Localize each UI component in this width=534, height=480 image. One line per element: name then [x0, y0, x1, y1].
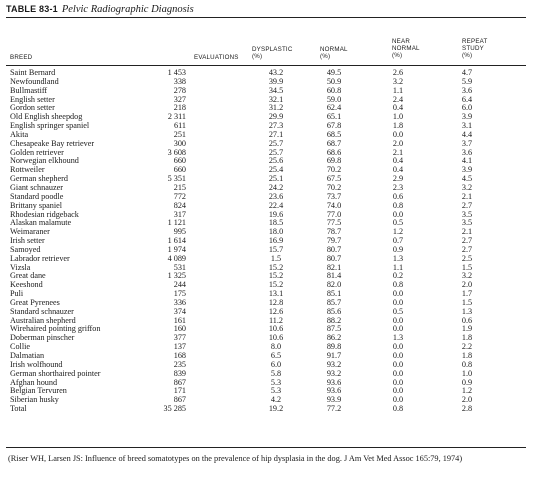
normal-cell: 74.0 [326, 200, 342, 210]
dysplastic-cell: 25.6 [268, 156, 284, 166]
dysplastic-cell: 15.2 [268, 280, 284, 290]
header-rule [6, 65, 526, 66]
dysplastic-cell: 15.7 [268, 244, 284, 254]
normal-cell: 93.2 [326, 359, 342, 369]
breed-cell: Gordon setter [10, 103, 55, 113]
near-normal-cell: 0.0 [392, 395, 404, 405]
header-repeat-study [462, 38, 488, 60]
repeat-study-cell: 2.0 [461, 395, 473, 405]
normal-cell: 85.6 [326, 306, 342, 316]
breed-cell: Australian shepherd [10, 315, 76, 325]
repeat-study-cell: 1.3 [461, 306, 473, 316]
evaluations-cell: 300 [173, 138, 186, 148]
repeat-study-cell: 0.6 [461, 315, 473, 325]
dysplastic-cell: 22.4 [268, 200, 284, 210]
dysplastic-cell: 4.2 [270, 395, 282, 405]
evaluations-cell: 251 [173, 129, 186, 139]
near-normal-cell: 2.0 [392, 138, 404, 148]
repeat-study-cell: 5.9 [461, 76, 473, 86]
table-row [0, 184, 534, 193]
repeat-study-cell: 2.2 [461, 342, 473, 352]
dysplastic-cell: 6.5 [270, 351, 282, 360]
repeat-study-cell: 1.0 [461, 368, 473, 378]
breed-cell: Old English sheepdog [10, 112, 83, 122]
normal-cell: 78.7 [326, 227, 342, 237]
near-normal-cell: 0.0 [392, 359, 404, 369]
table-row [0, 78, 534, 87]
repeat-study-cell: 2.5 [461, 253, 473, 263]
dysplastic-cell: 24.2 [268, 182, 284, 192]
table-row [0, 387, 534, 396]
near-normal-cell: 0.8 [392, 200, 404, 210]
table-row [0, 396, 534, 405]
near-normal-cell: 0.2 [392, 271, 404, 281]
near-normal-cell: 1.1 [392, 85, 404, 95]
breed-cell: Wirehaired pointing griffon [10, 324, 101, 334]
repeat-study-cell: 3.6 [461, 147, 473, 157]
dysplastic-cell: 19.6 [268, 209, 284, 219]
breed-cell: Chesapeake Bay retriever [10, 138, 95, 148]
near-normal-cell: 0.0 [392, 351, 404, 360]
repeat-study-cell: 4.4 [461, 129, 473, 139]
breed-cell: Irish setter [10, 236, 45, 246]
near-normal-cell: 0.7 [392, 236, 404, 246]
repeat-study-cell: 3.9 [461, 112, 473, 122]
near-normal-cell: 0.0 [392, 315, 404, 325]
evaluations-cell: 1 453 [167, 68, 186, 77]
breed-cell: Standard schnauzer [10, 306, 74, 316]
table-number: TABLE 83-1 [6, 4, 58, 14]
breed-cell: Bullmastiff [10, 85, 48, 95]
near-normal-cell: 0.0 [392, 386, 404, 396]
table-row [0, 272, 534, 281]
normal-cell: 59.0 [326, 94, 342, 104]
breed-cell: Doberman pinscher [10, 333, 75, 343]
breed-cell: Golden retriever [10, 147, 64, 157]
evaluations-cell: 772 [173, 191, 186, 201]
normal-cell: 81.4 [326, 271, 342, 281]
table-row [0, 352, 534, 361]
normal-cell: 68.7 [326, 138, 342, 148]
near-normal-cell: 0.4 [392, 165, 404, 175]
header-dysplastic [252, 46, 293, 60]
near-normal-cell: 1.1 [392, 262, 404, 272]
dysplastic-cell: 31.2 [268, 103, 284, 113]
repeat-study-cell: 1.9 [461, 324, 473, 334]
evaluations-cell: 1 121 [167, 218, 186, 228]
header-repeat-study-line2: STUDY [462, 45, 484, 53]
near-normal-cell: 0.0 [392, 342, 404, 352]
repeat-study-cell: 2.8 [461, 404, 473, 414]
breed-cell: Newfoundland [10, 76, 59, 86]
dysplastic-cell: 1.5 [270, 253, 282, 263]
evaluations-cell: 531 [173, 262, 186, 272]
normal-cell: 93.9 [326, 395, 342, 405]
evaluations-cell: 1 614 [167, 236, 186, 246]
breed-cell: English springer spaniel [10, 121, 90, 131]
table-row [0, 299, 534, 308]
near-normal-cell: 2.3 [392, 182, 404, 192]
near-normal-cell: 0.9 [392, 244, 404, 254]
repeat-study-cell: 4.7 [461, 68, 473, 77]
header-repeat-study-line3: (%) [462, 52, 473, 60]
dysplastic-cell: 6.0 [270, 359, 282, 369]
breed-cell: Great Pyrenees [10, 297, 60, 307]
evaluations-cell: 995 [173, 227, 186, 237]
dysplastic-cell: 19.2 [268, 404, 284, 414]
normal-cell: 60.8 [326, 85, 342, 95]
evaluations-cell: 660 [173, 156, 186, 166]
repeat-study-cell: 3.5 [461, 209, 473, 219]
dysplastic-cell: 39.9 [268, 76, 284, 86]
dysplastic-cell: 29.9 [268, 112, 284, 122]
table-title [6, 4, 194, 15]
repeat-study-cell: 2.7 [461, 236, 473, 246]
repeat-study-cell: 3.7 [461, 138, 473, 148]
near-normal-cell: 1.3 [392, 333, 404, 343]
table-row [0, 122, 534, 131]
evaluations-cell: 175 [173, 289, 186, 299]
evaluations-cell: 5 351 [167, 174, 186, 184]
dysplastic-cell: 25.7 [268, 147, 284, 157]
table-row [0, 281, 534, 290]
evaluations-cell: 839 [173, 368, 186, 378]
dysplastic-cell: 12.6 [268, 306, 284, 316]
header-normal-line2: (%) [320, 53, 331, 61]
breed-cell: Dalmatian [10, 351, 45, 360]
near-normal-cell: 1.2 [392, 227, 404, 237]
breed-cell: Total [10, 404, 27, 414]
repeat-study-cell: 3.1 [461, 121, 473, 131]
table-row [0, 87, 534, 96]
table-row [0, 405, 534, 414]
normal-cell: 77.0 [326, 209, 342, 219]
near-normal-cell: 0.6 [392, 191, 404, 201]
breed-cell: Brittany spaniel [10, 200, 63, 210]
table-row [0, 219, 534, 228]
near-normal-cell: 2.9 [392, 174, 404, 184]
normal-cell: 91.7 [326, 351, 342, 360]
header-near-normal-line2: NORMAL [392, 45, 420, 53]
table-row [0, 255, 534, 264]
table-row [0, 308, 534, 317]
evaluations-cell: 611 [174, 121, 186, 131]
table-row [0, 211, 534, 220]
evaluations-cell: 1 325 [167, 271, 186, 281]
evaluations-cell: 377 [173, 333, 186, 343]
repeat-study-cell: 2.0 [461, 280, 473, 290]
normal-cell: 70.2 [326, 182, 342, 192]
evaluations-cell: 235 [173, 359, 186, 369]
repeat-study-cell: 4.1 [461, 156, 473, 166]
table-row [0, 140, 534, 149]
dysplastic-cell: 11.2 [268, 315, 284, 325]
table-row [0, 202, 534, 211]
normal-cell: 73.7 [326, 191, 342, 201]
near-normal-cell: 0.8 [392, 280, 404, 290]
table-row [0, 228, 534, 237]
breed-cell: Rottweiler [10, 165, 45, 175]
table-row [0, 379, 534, 388]
normal-cell: 82.0 [326, 280, 342, 290]
breed-cell: Irish wolfhound [10, 359, 63, 369]
evaluations-cell: 4 089 [167, 253, 186, 263]
normal-cell: 68.6 [326, 147, 342, 157]
near-normal-cell: 0.5 [392, 306, 404, 316]
breed-cell: Keeshond [10, 280, 43, 290]
normal-cell: 88.2 [326, 315, 342, 325]
evaluations-cell: 327 [173, 94, 186, 104]
breed-cell: Alaskan malamute [10, 218, 72, 228]
breed-cell: English setter [10, 94, 55, 104]
normal-cell: 49.5 [326, 68, 342, 77]
table-row [0, 370, 534, 379]
table-row [0, 334, 534, 343]
breed-cell: Saint Bernard [10, 68, 56, 77]
dysplastic-cell: 18.0 [268, 227, 284, 237]
dysplastic-cell: 23.6 [268, 191, 284, 201]
normal-cell: 77.2 [326, 404, 342, 414]
near-normal-cell: 0.0 [392, 297, 404, 307]
normal-cell: 85.7 [326, 297, 342, 307]
dysplastic-cell: 27.1 [268, 129, 284, 139]
dysplastic-cell: 15.2 [268, 262, 284, 272]
near-normal-cell: 0.0 [392, 289, 404, 299]
evaluations-cell: 2 311 [167, 112, 186, 122]
breed-cell: Rhodesian ridgeback [10, 209, 79, 219]
near-normal-cell: 3.2 [392, 76, 404, 86]
dysplastic-cell: 13.1 [268, 289, 284, 299]
header-near-normal-line1: NEAR [392, 38, 410, 45]
normal-cell: 86.2 [326, 333, 342, 343]
near-normal-cell: 0.0 [392, 324, 404, 334]
table-row [0, 264, 534, 273]
breed-cell: Afghan hound [10, 377, 58, 387]
normal-cell: 69.8 [326, 156, 342, 166]
normal-cell: 68.5 [326, 129, 342, 139]
normal-cell: 85.1 [326, 289, 342, 299]
normal-cell: 93.6 [326, 377, 342, 387]
table-row [0, 290, 534, 299]
table-row [0, 343, 534, 352]
repeat-study-cell: 6.4 [461, 94, 473, 104]
repeat-study-cell: 2.7 [461, 200, 473, 210]
dysplastic-cell: 5.8 [270, 368, 282, 378]
table-row [0, 193, 534, 202]
repeat-study-cell: 1.8 [461, 351, 473, 360]
evaluations-cell: 35 285 [163, 404, 186, 414]
evaluations-cell: 317 [173, 209, 186, 219]
evaluations-cell: 168 [173, 351, 186, 360]
normal-cell: 87.5 [326, 324, 342, 334]
repeat-study-cell: 3.9 [461, 165, 473, 175]
evaluations-cell: 161 [173, 315, 186, 325]
breed-cell: Giant schnauzer [10, 182, 63, 192]
normal-cell: 82.1 [326, 262, 342, 272]
evaluations-cell: 867 [173, 395, 186, 405]
header-evaluations: EVALUATIONS [194, 54, 239, 61]
dysplastic-cell: 10.6 [268, 333, 284, 343]
normal-cell: 80.7 [326, 244, 342, 254]
repeat-study-cell: 6.0 [461, 103, 473, 113]
normal-cell: 65.1 [326, 112, 342, 122]
header-normal-line1: NORMAL [320, 46, 348, 53]
evaluations-cell: 660 [173, 165, 186, 175]
table-row [0, 237, 534, 246]
repeat-study-cell: 3.2 [461, 271, 473, 281]
repeat-study-cell: 2.1 [461, 191, 473, 201]
near-normal-cell: 2.1 [392, 147, 404, 157]
normal-cell: 67.8 [326, 121, 342, 131]
near-normal-cell: 2.4 [392, 94, 404, 104]
near-normal-cell: 0.0 [392, 129, 404, 139]
evaluations-cell: 824 [173, 200, 186, 210]
table-row [0, 96, 534, 105]
header-breed: BREED [10, 54, 33, 61]
header-near-normal-line3: (%) [392, 52, 403, 60]
dysplastic-cell: 25.4 [268, 165, 284, 175]
normal-cell: 70.2 [326, 165, 342, 175]
evaluations-cell: 374 [173, 306, 186, 316]
near-normal-cell: 0.8 [392, 404, 404, 414]
dysplastic-cell: 25.1 [268, 174, 284, 184]
repeat-study-cell: 2.7 [461, 244, 473, 254]
breed-cell: Vizsla [10, 262, 31, 272]
evaluations-cell: 218 [173, 103, 186, 113]
normal-cell: 67.5 [326, 174, 342, 184]
dysplastic-cell: 16.9 [268, 236, 284, 246]
dysplastic-cell: 27.3 [268, 121, 284, 131]
repeat-study-cell: 3.5 [461, 218, 473, 228]
evaluations-cell: 278 [173, 85, 186, 95]
normal-cell: 80.7 [326, 253, 342, 263]
table-caption: Pelvic Radiographic Diagnosis [61, 4, 194, 15]
table-row [0, 175, 534, 184]
near-normal-cell: 1.3 [392, 253, 404, 263]
breed-cell: Siberian husky [10, 395, 59, 405]
header-dysplastic-line2: (%) [252, 53, 263, 61]
breed-cell: Norwegian elkhound [10, 156, 79, 166]
breed-cell: Collie [10, 342, 31, 352]
normal-cell: 50.9 [326, 76, 342, 86]
header-dysplastic-line1: DYSPLASTIC [252, 46, 293, 53]
repeat-study-cell: 1.5 [461, 262, 473, 272]
evaluations-cell: 338 [173, 76, 186, 86]
normal-cell: 79.7 [326, 236, 342, 246]
normal-cell: 93.2 [326, 368, 342, 378]
repeat-study-cell: 1.8 [461, 333, 473, 343]
breed-cell: Puli [10, 289, 24, 299]
evaluations-cell: 3 608 [167, 147, 186, 157]
breed-cell: German shorthaired pointer [10, 368, 101, 378]
normal-cell: 62.4 [326, 103, 342, 113]
repeat-study-cell: 3.6 [461, 85, 473, 95]
repeat-study-cell: 1.7 [461, 289, 473, 299]
breed-cell: Akita [10, 129, 29, 139]
normal-cell: 89.8 [326, 342, 342, 352]
near-normal-cell: 0.4 [392, 156, 404, 166]
near-normal-cell: 0.0 [392, 368, 404, 378]
breed-cell: German shepherd [10, 174, 68, 184]
breed-cell: Great dane [10, 271, 46, 281]
near-normal-cell: 0.0 [392, 209, 404, 219]
near-normal-cell: 0.0 [392, 377, 404, 387]
evaluations-cell: 137 [173, 342, 186, 352]
evaluations-cell: 1 974 [167, 244, 186, 254]
breed-cell: Samoyed [10, 244, 41, 254]
top-rule [6, 17, 526, 18]
dysplastic-cell: 5.3 [270, 386, 282, 396]
normal-cell: 77.5 [326, 218, 342, 228]
breed-cell: Labrador retriever [10, 253, 70, 263]
table-row [0, 69, 534, 78]
table-row [0, 149, 534, 158]
evaluations-cell: 160 [173, 324, 186, 334]
table-row [0, 166, 534, 175]
table-body [0, 69, 534, 414]
table-row [0, 157, 534, 166]
repeat-study-cell: 2.1 [461, 227, 473, 237]
dysplastic-cell: 25.7 [268, 138, 284, 148]
repeat-study-cell: 3.2 [461, 182, 473, 192]
dysplastic-cell: 18.5 [268, 218, 284, 228]
evaluations-cell: 215 [173, 182, 186, 192]
breed-cell: Belgian Tervuren [10, 386, 67, 396]
near-normal-cell: 0.5 [392, 218, 404, 228]
repeat-study-cell: 1.2 [461, 386, 473, 396]
dysplastic-cell: 8.0 [270, 342, 282, 352]
header-normal [320, 46, 348, 60]
dysplastic-cell: 34.5 [268, 85, 284, 95]
near-normal-cell: 1.8 [392, 121, 404, 131]
source-note: (Riser WH, Larsen JS: Influence of breed somatotypes on the prevalence of hip dysplasia in the dog. J Am Vet Med Assoc 165:79, 1974) [8, 454, 463, 463]
header-near-normal [392, 38, 420, 60]
repeat-study-cell: 0.9 [461, 377, 473, 387]
breed-cell: Weimaraner [10, 227, 50, 237]
dysplastic-cell: 32.1 [268, 94, 284, 104]
evaluations-cell: 867 [173, 377, 186, 387]
breed-cell: Standard poodle [10, 191, 64, 201]
repeat-study-cell: 4.5 [461, 174, 473, 184]
dysplastic-cell: 5.3 [270, 377, 282, 387]
header-repeat-study-line1: REPEAT [462, 38, 488, 45]
repeat-study-cell: 0.8 [461, 359, 473, 369]
evaluations-cell: 244 [173, 280, 186, 290]
near-normal-cell: 2.6 [392, 68, 404, 77]
dysplastic-cell: 15.2 [268, 271, 284, 281]
dysplastic-cell: 12.8 [268, 297, 284, 307]
dysplastic-cell: 43.2 [268, 68, 284, 77]
table-row [0, 246, 534, 255]
near-normal-cell: 1.0 [392, 112, 404, 122]
normal-cell: 93.6 [326, 386, 342, 396]
repeat-study-cell: 1.5 [461, 297, 473, 307]
evaluations-cell: 171 [173, 386, 186, 396]
dysplastic-cell: 10.6 [268, 324, 284, 334]
evaluations-cell: 336 [173, 297, 186, 307]
near-normal-cell: 0.4 [392, 103, 404, 113]
table-row [0, 325, 534, 334]
bottom-rule [6, 447, 526, 448]
